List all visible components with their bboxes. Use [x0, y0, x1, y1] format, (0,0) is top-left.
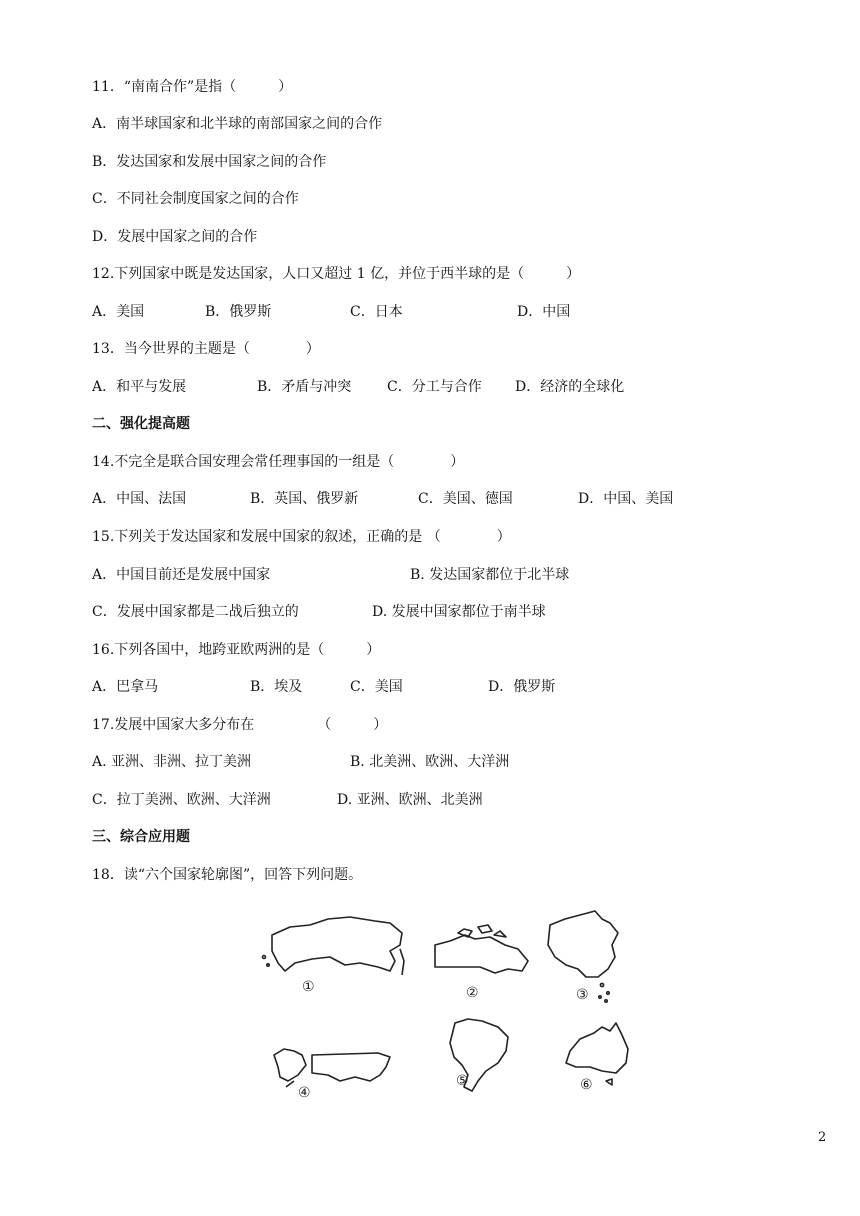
russia-outline	[263, 917, 405, 975]
section-heading-2: 二、强化提高题	[92, 416, 190, 432]
q13-option-c: C．分工与合作	[387, 379, 482, 395]
q13-option-b: B．矛盾与冲突	[257, 379, 352, 395]
q17-stem: 17.发展中国家大多分布在 （ ）	[92, 717, 388, 733]
q14-option-d: D．中国、美国	[578, 491, 674, 507]
usa-outline	[274, 1049, 390, 1087]
map-label-3: ③	[576, 987, 589, 1003]
q16-stem: 16.下列各国中，地跨亚欧两洲的是（ ）	[92, 642, 381, 658]
q14-stem: 14.不完全是联合国安理会常任理事国的一组是（ ）	[92, 454, 465, 470]
q17-option-c: C．拉丁美洲、欧洲、大洋洲	[92, 792, 271, 808]
q18-stem: 18．读“六个国家轮廓图”，回答下列问题。	[92, 867, 363, 883]
q11-option-a: A．南半球国家和北半球的南部国家之间的合作	[92, 116, 383, 132]
q12-option-c: C．日本	[350, 304, 403, 320]
map-label-5: ⑤	[456, 1073, 469, 1089]
canada-outline	[435, 925, 528, 973]
q16-option-d: D．俄罗斯	[488, 679, 556, 695]
q15-stem: 15.下列关于发达国家和发展中国家的叙述，正确的是 （ ）	[92, 529, 511, 545]
q14-option-c: C．美国、德国	[418, 491, 513, 507]
q15-option-b: B. 发达国家都位于北半球	[410, 567, 570, 583]
q17-option-b: B. 北美洲、欧洲、大洋洲	[350, 754, 510, 770]
country-outlines-figure	[250, 905, 630, 1105]
q16-option-a: A．巴拿马	[92, 679, 159, 695]
page-number: 2	[818, 1130, 827, 1145]
q11-option-c: C．不同社会制度国家之间的合作	[92, 191, 299, 207]
q13-option-d: D．经济的全球化	[515, 379, 625, 395]
map-label-2: ②	[466, 985, 479, 1001]
q12-option-d: D．中国	[517, 304, 571, 320]
map-label-1: ①	[302, 979, 315, 995]
q11-option-d: D．发展中国家之间的合作	[92, 229, 258, 245]
q11-stem: 11．“南南合作”是指（ ）	[92, 79, 293, 95]
q13-option-a: A．和平与发展	[92, 379, 187, 395]
q17-option-d: D. 亚洲、欧洲、北美洲	[337, 792, 483, 808]
q17-option-a: A. 亚洲、非洲、拉丁美洲	[92, 754, 252, 770]
q13-stem: 13．当今世界的主题是（ ）	[92, 341, 320, 357]
australia-outline	[566, 1023, 628, 1085]
q11-option-b: B．发达国家和发展中国家之间的合作	[92, 154, 327, 170]
q14-option-b: B．英国、俄罗新	[250, 491, 359, 507]
map-label-6: ⑥	[580, 1077, 593, 1093]
q15-option-d: D. 发展中国家都位于南半球	[372, 604, 546, 620]
q12-stem: 12.下列国家中既是发达国家，人口又超过 1 亿，并位于西半球的是（ ）	[92, 266, 581, 282]
q12-option-a: A．美国	[92, 304, 145, 320]
q12-option-b: B．俄罗斯	[205, 304, 272, 320]
q15-option-a: A．中国目前还是发展中国家	[92, 567, 271, 583]
section-heading-3: 三、综合应用题	[92, 829, 190, 845]
map-label-4: ④	[298, 1085, 311, 1101]
q16-option-c: C．美国	[350, 679, 403, 695]
q14-option-a: A．中国、法国	[92, 491, 187, 507]
q16-option-b: B．埃及	[250, 679, 303, 695]
q15-option-c: C．发展中国家都是二战后独立的	[92, 604, 299, 620]
